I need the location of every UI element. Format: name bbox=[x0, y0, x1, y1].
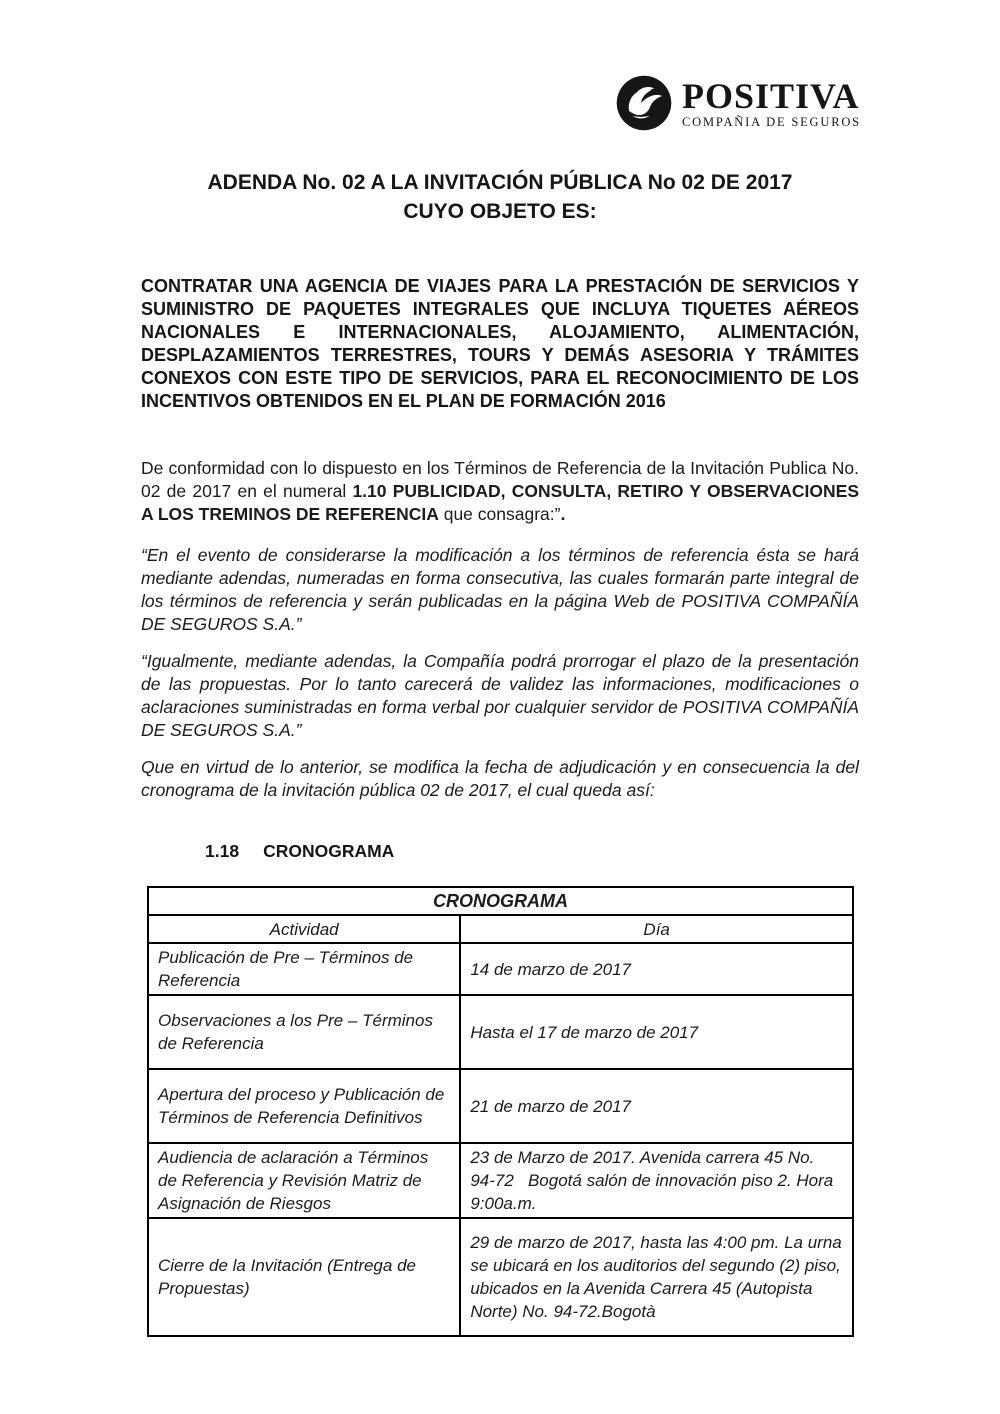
table-header-row bbox=[148, 915, 853, 943]
table-cell-day: 21 de marzo de 2017 bbox=[460, 1069, 853, 1143]
column-header-activity: Actividad bbox=[148, 915, 460, 943]
positiva-logo-icon bbox=[615, 74, 673, 132]
table-row bbox=[148, 943, 853, 995]
table-cell-day: 23 de Marzo de 2017. Avenida carrera 45 No. 94-72 Bogotá salón de innovación piso 2. Hora 9:00a.m. bbox=[460, 1143, 853, 1218]
cronograma-table bbox=[147, 886, 854, 1337]
table-body bbox=[148, 943, 853, 1336]
logo-text-block bbox=[682, 74, 861, 130]
table-row bbox=[148, 1143, 853, 1218]
logo-tagline-text: COMPAÑIA DE SEGUROS bbox=[682, 115, 861, 129]
document-title-line2: CUYO OBJETO ES: bbox=[403, 200, 597, 223]
table-cell-activity: Cierre de la Invitación (Entrega de Propuestas) bbox=[148, 1218, 460, 1336]
document-title bbox=[0, 168, 1000, 226]
object-paragraph: CONTRATAR UNA AGENCIA DE VIAJES PARA LA PRESTACIÓN DE SERVICIOS Y SUMINISTRO DE PAQUETES INTEGRALES QUE INCLUYA TIQUETES AÉREOS NACIONALES E INTERNACIONALES, ALOJAMIENTO, ALIMENTACIÓN, DESPLAZAMIENTOS TERRESTRES, TOURS Y DEMÁS ASESORIA Y TRÁMITES CONEXOS CON ESTE TIPO DE SERVICIOS, PARA EL RECONOCIMIENTO DE LOS INCENTIVOS OBTENIDOS EN EL PLAN DE FORMACIÓN 2016 bbox=[141, 276, 859, 411]
quote-paragraph-2: “Igualmente, mediante adendas, la Compañía podrá prorrogar el plazo de la presentación de las propuestas. Por lo tanto carecerá de validez las informaciones, modificaciones o aclaraciones suministradas en forma verbal por cualquier servidor de POSITIVA COMPAÑÍA DE SEGUROS S.A.” bbox=[141, 651, 859, 740]
logo-brand-text: POSITIVA bbox=[682, 76, 860, 116]
conformity-paragraph bbox=[141, 457, 859, 526]
table-cell-activity: Publicación de Pre – Términos de Referencia bbox=[148, 943, 460, 995]
conformity-run-suffix: que consagra:” bbox=[438, 504, 561, 524]
conformity-run-prefix: De conformidad con lo dispuesto en los Términos de Referencia de la Invitación Publica No. 02 de 2017 en el numeral bbox=[141, 458, 859, 501]
table-cell-activity: Audiencia de aclaración a Términos de Referencia y Revisión Matriz de Asignación de Riesgos bbox=[148, 1143, 460, 1218]
virtud-paragraph: Que en virtud de lo anterior, se modifica la fecha de adjudicación y en consecuencia la del cronograma de la invitación pública 02 de 2017, el cual queda así: bbox=[141, 757, 859, 800]
table-cell-activity: Apertura del proceso y Publicación de Términos de Referencia Definitivos bbox=[148, 1069, 460, 1143]
section-heading bbox=[205, 841, 394, 862]
table-title-row bbox=[148, 887, 853, 915]
table-row bbox=[148, 1069, 853, 1143]
table-cell-day: 14 de marzo de 2017 bbox=[460, 943, 853, 995]
table-cell-day: Hasta el 17 de marzo de 2017 bbox=[460, 995, 853, 1069]
conformity-run-bold: 1.10 PUBLICIDAD, CONSULTA, RETIRO Y OBSERVACIONES A LOS TREMINOS DE REFERENCIA bbox=[141, 481, 860, 524]
table-cell-activity: Observaciones a los Pre – Términos de Referencia bbox=[148, 995, 460, 1069]
table-row bbox=[148, 995, 853, 1069]
section-number: 1.18 bbox=[205, 841, 240, 861]
conformity-run-suffix-bold: . bbox=[560, 504, 566, 524]
table-cell-day: 29 de marzo de 2017, hasta las 4:00 pm. La urna se ubicará en los auditorios del segundo (2) piso, ubicados en la Avenida Carrera 45 (Autopista Norte) No. 94-72.Bogotà bbox=[460, 1218, 853, 1336]
document-title-line1: ADENDA No. 02 A LA INVITACIÓN PÚBLICA No 02 DE 2017 bbox=[207, 171, 793, 194]
positiva-logo bbox=[615, 74, 861, 132]
table-row bbox=[148, 1218, 853, 1336]
section-label: CRONOGRAMA bbox=[263, 841, 395, 861]
quote-paragraph-1: “En el evento de considerarse la modificación a los términos de referencia ésta se hará mediante adendas, numeradas en forma consecutiva, las cuales formarán parte integral de los términos de referencia y serán publicadas en la página Web de POSITIVA COMPAÑÍA DE SEGUROS S.A.” bbox=[141, 545, 859, 634]
column-header-day: Día bbox=[460, 915, 853, 943]
table-title: CRONOGRAMA bbox=[148, 887, 853, 915]
